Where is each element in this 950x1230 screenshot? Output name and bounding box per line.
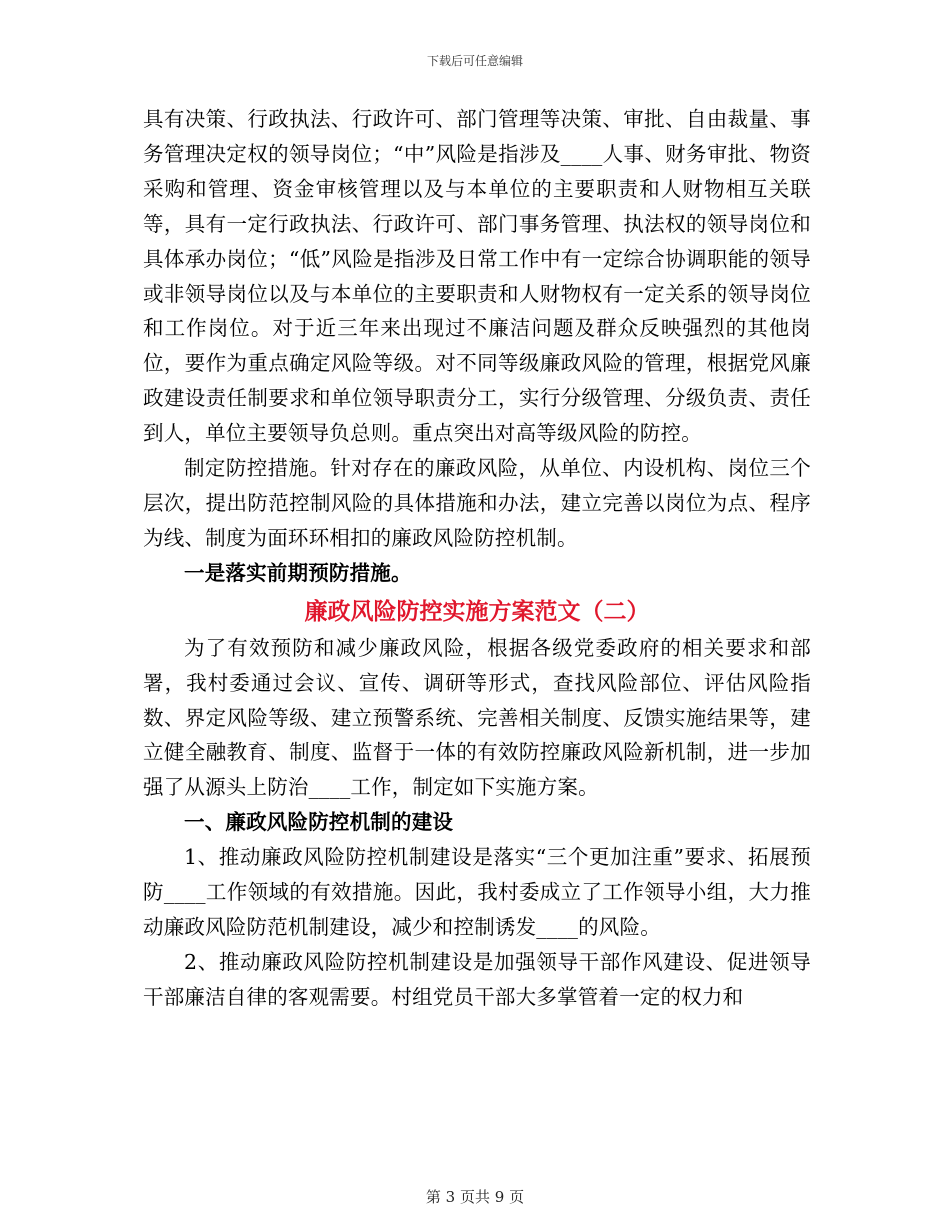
page-header: 下载后可任意编辑 <box>426 54 523 68</box>
page-footer: 第 3 页共 9 页 <box>425 1188 525 1206</box>
body-paragraph-control-measures: 制定防控措施。针对存在的廉政风险，从单位、内设机构、岗位三个层次，提出防范控制风险的具体措施和办法，建立完善以岗位为点、程序为线、制度为面环环相扣的廉政风险防控机制。 <box>143 456 811 550</box>
subheading-prevention: 一是落实前期预防措施。 <box>184 560 412 585</box>
body-paragraph-item-1: 1、推动廉政风险防控机制建设是落实“三个更加注重”要求、拓展预防____工作领域的有效措施。因此，我村委成立了工作领导小组，大力推动廉政风险防范机制建设，减少和控制诱发____的风险。 <box>143 845 811 939</box>
section-title: 廉政风险防控实施方案范文（二） <box>304 597 650 625</box>
document-body <box>143 102 811 1015</box>
body-paragraph-risk-levels: 具有决策、行政执法、行政许可、部门管理等决策、审批、自由裁量、事务管理决定权的领导岗位；“中”风险是指涉及____人事、财务审批、物资采购和管理、资金审核管理以及与本单位的主要职责和人财物相互关联等，具有一定行政执法、行政许可、部门事务管理、执法权的领导岗位和具体承办岗位；“低”风险是指涉及日常工作中有一定综合协调职能的领导或非领导岗位以及与本单位的主要职责和人财物权有一定关系的领导岗位和工作岗位。对于近三年来出现过不廉洁问题及群众反映强烈的其他岗位，要作为重点确定风险等级。对不同等级廉政风险的管理，根据党风廉政建设责任制要求和单位领导职责分工，实行分级管理、分级负责、责任到人，单位主要领导负总则。重点突出对高等级风险的防控。 <box>143 107 811 446</box>
body-paragraph-intro: 为了有效预防和减少廉政风险，根据各级党委政府的相关要求和部署，我村委通过会议、宣传、调研等形式，查找风险部位、评估风险指数、界定风险等级、建立预警系统、完善相关制度、反馈实施结果等，建立健全融教育、制度、监督于一体的有效防控廉政风险新机制，进一步加强了从源头上防治____工作，制定如下实施方案。 <box>143 635 811 800</box>
subheading-mechanism: 一、廉政风险防控机制的建设 <box>184 810 454 835</box>
body-paragraph-item-2: 2、推动廉政风险防控机制建设是加强领导干部作风建设、促进领导干部廉洁自律的客观需要。村组党员干部大多掌管着一定的权力和 <box>143 949 811 1009</box>
